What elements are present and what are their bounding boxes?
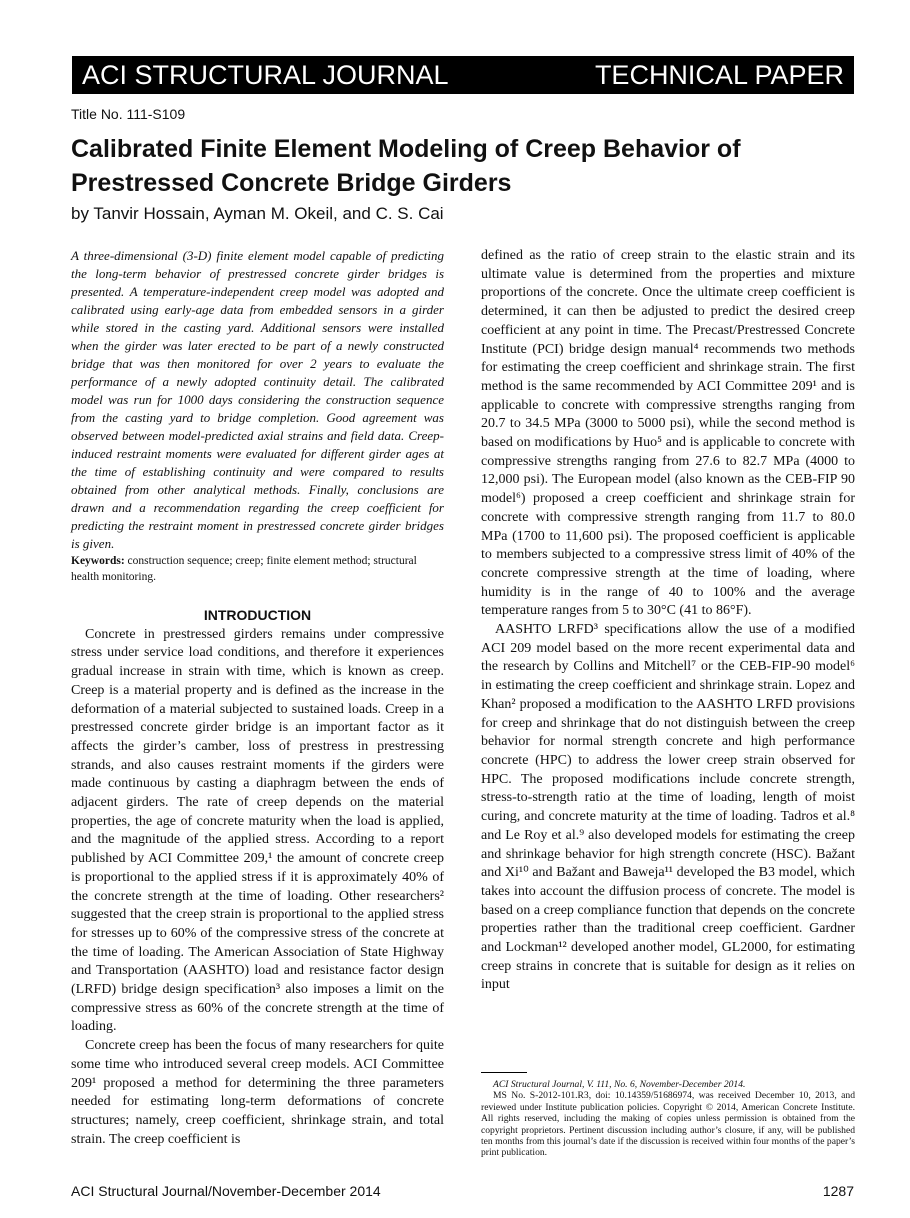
- footnote-divider: [481, 1072, 527, 1073]
- section-heading-introduction: INTRODUCTION: [203, 607, 312, 623]
- footnote-citation: ACI Structural Journal, V. 111, No. 6, November-December 2014.: [493, 1079, 746, 1090]
- paper-title: Calibrated Finite Element Modeling of Creep Behavior of Prestressed Concrete Bridge Girders: [71, 135, 741, 197]
- author-line: by Tanvir Hossain, Ayman M. Okeil, and C. S. Cai: [71, 204, 444, 223]
- footer-journal: ACI Structural Journal/November-December 2014: [71, 1183, 381, 1199]
- keywords-text: construction sequence; creep; finite element method; structural health monitoring.: [71, 555, 417, 583]
- keywords-label: Keywords:: [71, 555, 125, 567]
- paragraph: Concrete creep has been the focus of many researchers for quite some time who introduced several creep models. ACI Committee 209¹ proposed a method for determining the three parameters needed for estimating long-term deformations of concrete structures; namely, creep coefficient, shrinkage strain, and total strain. The creep coefficient is: [71, 1038, 444, 1147]
- keywords: [71, 553, 444, 585]
- paragraph: defined as the ratio of creep strain to the elastic strain and its ultimate value is determined from the properties and mixture proportions of the concrete. Once the ultimate creep coefficient is determined, it can then be adjusted to predict the desired creep coefficient at any point in time. The Precast/Prestressed Concrete Institute (PCI) bridge design manual⁴ recommends two methods for estimating the creep coefficient and shrinkage strain. The first method is the same recommended by ACI Committee 209¹ and is applicable to concrete with compressive strengths ranging from 20.7 to 34.5 MPa (3000 to 5000 psi), while the second method is based on modifications by Huo⁵ and is applicable to concrete with compressive strengths ranging from 27.6 to 82.7 MPa (4000 to 12,000 psi). The European model (also known as the CEB-FIP 90 model⁶) proposed a creep coefficient and shrinkage strain for concrete with compressive strength ranging from 11.7 to 80.0 MPa (1700 to 11,600 psi). The proposed coefficient is applicable to members subjected to a compressive stress limit of 40% of the concrete compressive strength at the time of loading, where humidity is in the range of 40 to 100% and the average temperature ranges from 5 to 30°C (41 to 86°F).: [481, 248, 855, 619]
- journal-banner: [72, 56, 854, 94]
- paragraph: AASHTO LRFD³ specifications allow the use of a modified ACI 209 model based on the more recent experimental data and the research by Collins and Mitchell⁷ or the CEB-FIP-90 model⁶ in estimating the creep coefficient and shrinkage strain. Lopez and Khan² proposed a modification to the AASHTO LRFD provisions for creep and shrinkage that do not distinguish between the creep behavior for normal strength concrete and high performance concrete (HPC) to address the lower creep strain observed for HPC. The proposed modifications include concrete strength, stress-to-strength ratio at the time of loading, length of moist curing, and concrete maturity at the time of loading. Tadros et al.⁸ and Le Roy et al.⁹ also developed models for estimating the creep and shrinkage behavior for high strength concrete (HSC). Bažant and Xi¹⁰ and Bažant and Baweja¹¹ developed the B3 model, which takes into account the diffusion process of concrete. The model is based on a creep compliance function that depends on the concrete properties rather than the traditional creep coefficient. Gardner and Lockman¹² developed another model, GL2000, for estimating creep strains in concrete that is suitable for design as it relies on input: [481, 622, 855, 993]
- journal-name: ACI STRUCTURAL JOURNAL: [82, 60, 449, 90]
- page-number: 1287: [822, 1183, 854, 1199]
- footnote: [481, 1079, 855, 1159]
- footnote-manuscript-info: MS No. S-2012-101.R3, doi: 10.14359/51686974, was received December 10, 2013, and reviewed under Institute publication policies. Copyright © 2014, American Concrete Institute. All rights reserved, including the making of copies unless permission is obtained from the copyright proprietors. Pertinent discussion including author’s closure, if any, will be published ten months from this journal’s date if the discussion is received within four months of the paper’s print publication.: [481, 1090, 855, 1159]
- left-column: [71, 247, 444, 1149]
- paragraph: Concrete in prestressed girders remains under compressive stress under service load conditions, and therefore it experiences gradual increase in strain with time, which is known as creep. Creep is a material property and is defined as the increase in the deformation of a material subjected to sustained loads. Creep in a prestressed concrete girder bridge is an important factor as it affects the girder’s camber, loss of prestress in prestressing strands, and also causes restraint moments if the girders were made continuous by casting a diaphragm between the ends of adjacent girders. The rate of creep depends on the material properties, the age of concrete maturity when the load is applied, and the magnitude of the applied stress. According to a report published by ACI Committee 209,¹ the amount of concrete creep is proportional to the applied stress if it is approximately 40% of the concrete strength at the time of loading. Other researchers² suggested that the creep strain is proportional to the applied stress for stresses up to 60% of the compressive stress of the concrete at the time of loading. The American Association of State Highway and Transportation (AASHTO) load and resistance factor design (LRFD) bridge design specification³ also imposes a limit on the compressive stress as 60% of the concrete strength at the time of loading.: [71, 626, 444, 1035]
- abstract: A three-dimensional (3-D) finite element model capable of predicting the long-term behavior of prestressed concrete girder bridges is presented. A temperature-independent creep model was adopted and calibrated using early-age data from embedded sensors in a girder while stored in the casting yard. Additional sensors were installed when the girder was later erected to be part of a newly constructed bridge that was then monitored for over 2 years to evaluate the performance of a newly adopted continuity detail. The calibrated model was run for 1000 days considering the construction sequence from the casting yard to bridge completion. Good agreement was observed between model-predicted axial strains and field data. Creep-induced restraint moments were evaluated for different girder ages at the time of establishing continuity and were compared to results obtained from other analytical methods. Finally, conclusions are drawn and a recommendation regarding the creep coefficient for predicting the restraint moment in prestressed concrete girder bridges is given.: [71, 248, 444, 551]
- right-column: [481, 247, 855, 995]
- paper-type: TECHNICAL PAPER: [594, 60, 844, 90]
- title-number: Title No. 111-S109: [71, 106, 186, 122]
